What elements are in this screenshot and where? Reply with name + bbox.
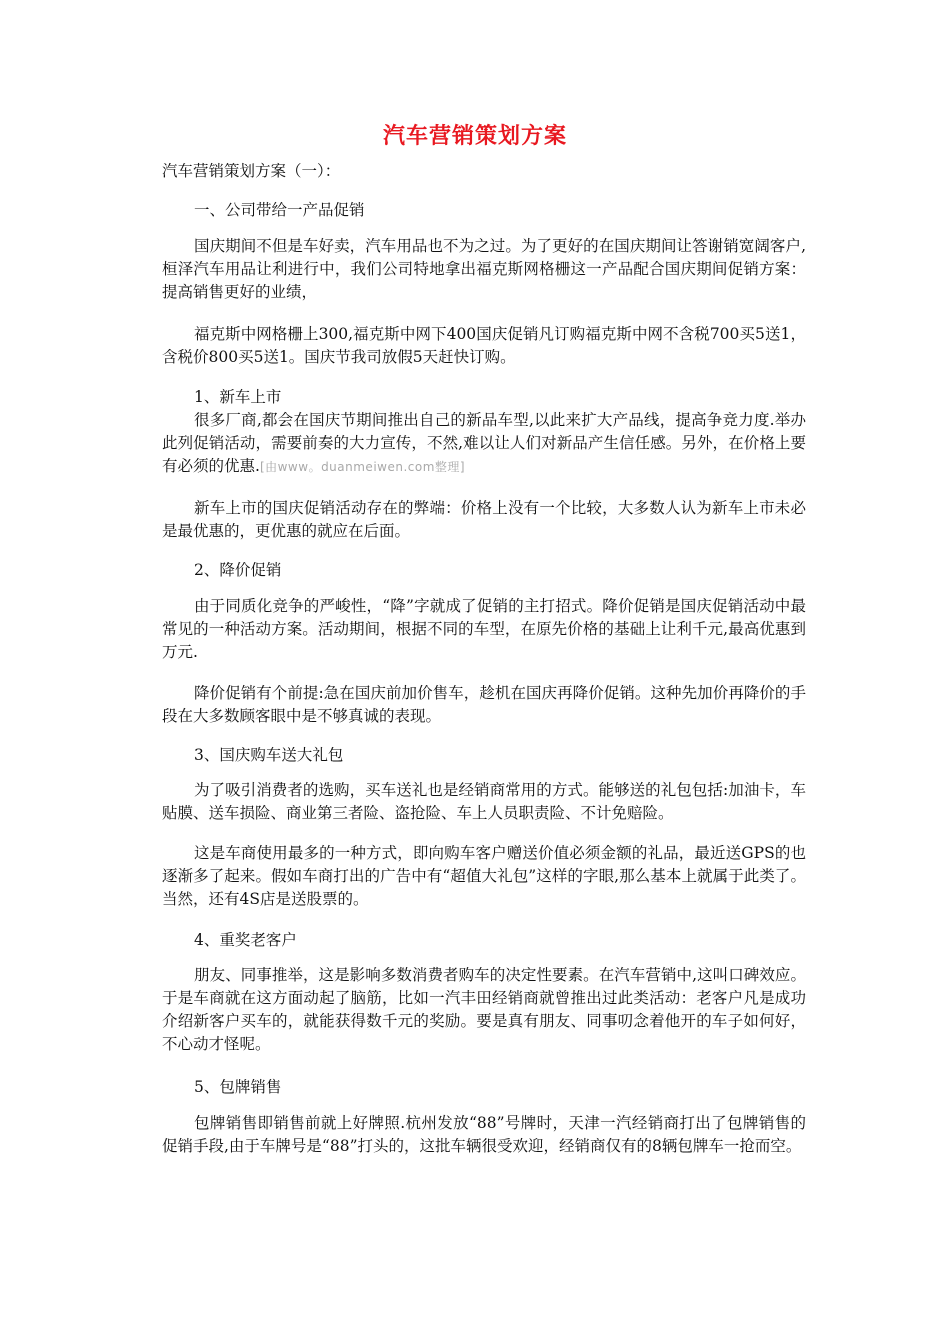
section-1-paragraph-b: 新车上市的国庆促销活动存在的弊端：价格上没有一个比较，大多数人认为新车上市未必是最优惠的，更优惠的就应在后面。 (162, 499, 806, 540)
paragraph-2: 福克斯中网格栅上300,福克斯中网下400国庆促销凡订购福克斯中网不含税700买5送1，含税价800买5送1。国庆节我司放假5天赶快订购。 (162, 325, 806, 366)
section-2-paragraph-a: 由于同质化竞争的严峻性，“降”字就成了促销的主打招式。降价促销是国庆促销活动中最常见的一种活动方案。活动期间，根据不同的车型，在原先价格的基础上让利千元,最高优惠到万元. (162, 597, 806, 661)
section-4-paragraph-a: 朋友、同事推举，这是影响多数消费者购车的决定性要素。在汽车营销中,这叫口碑效应。于是车商就在这方面动起了脑筋，比如一汽丰田经销商就曾推出过此类活动：老客户凡是成功介绍新客户买车的，就能获得数千元的奖励。要是真有朋友、同事叨念着他开的车子如何好，不心动才怪呢。 (162, 966, 806, 1053)
document-subtitle: 汽车营销策划方案（一）： (162, 162, 341, 180)
watermark-text: [由www。duanmeiwen.com整理] (259, 460, 466, 474)
section-3-paragraph-b: 这是车商使用最多的一种方式，即向购车客户赠送价值必须金额的礼品，最近送GPS的也逐渐多了起来。假如车商打出的广告中有“超值大礼包”这样的字眼,那么基本上就属于此类了。当然，还有4S店是送股票的。 (162, 844, 806, 908)
section-1-paragraph-a (162, 409, 806, 479)
heading-1: 一、公司带给一产品促销 (194, 201, 365, 219)
section-2-heading: 2、降价促销 (194, 561, 282, 579)
section-5-heading: 5、包牌销售 (194, 1078, 282, 1096)
document-title: 汽车营销策划方案 (382, 123, 567, 149)
section-1-heading: 1、新车上市 (194, 388, 282, 406)
section-2-paragraph-b: 降价促销有个前提:急在国庆前加价售车，趁机在国庆再降价促销。这种先加价再降价的手段在大多数顾客眼中是不够真诚的表现。 (162, 684, 806, 725)
section-4-heading: 4、重奖老客户 (194, 931, 297, 949)
paragraph-1: 国庆期间不但是车好卖，汽车用品也不为之过。为了更好的在国庆期间让答谢销宽阔客户,桓泽汽车用品让利进行中，我们公司特地拿出福克斯网格栅这一产品配合国庆期间促销方案：提高销售更好的业绩， (162, 237, 806, 301)
section-5-paragraph-a: 包牌销售即销售前就上好牌照.杭州发放“88”号牌时，天津一汽经销商打出了包牌销售的促销手段,由于车牌号是“88”打头的，这批车辆很受欢迎，经销商仅有的8辆包牌车一抢而空。 (162, 1114, 806, 1155)
section-3-paragraph-a: 为了吸引消费者的选购，买车送礼也是经销商常用的方式。能够送的礼包包括:加油卡，车贴膜、送车损险、商业第三者险、盗抢险、车上人员职责险、不计免赔险。 (162, 781, 806, 822)
section-3-heading: 3、国庆购车送大礼包 (194, 746, 344, 764)
section-1-paragraph-a-text: 很多厂商,都会在国庆节期间推出自己的新品车型,以此来扩大产品线，提高争竞力度.举办此列促销活动，需要前奏的大力宣传，不然,难以让人们对新品产生信任感。另外，在价格上要有必须的优惠. (162, 411, 806, 475)
